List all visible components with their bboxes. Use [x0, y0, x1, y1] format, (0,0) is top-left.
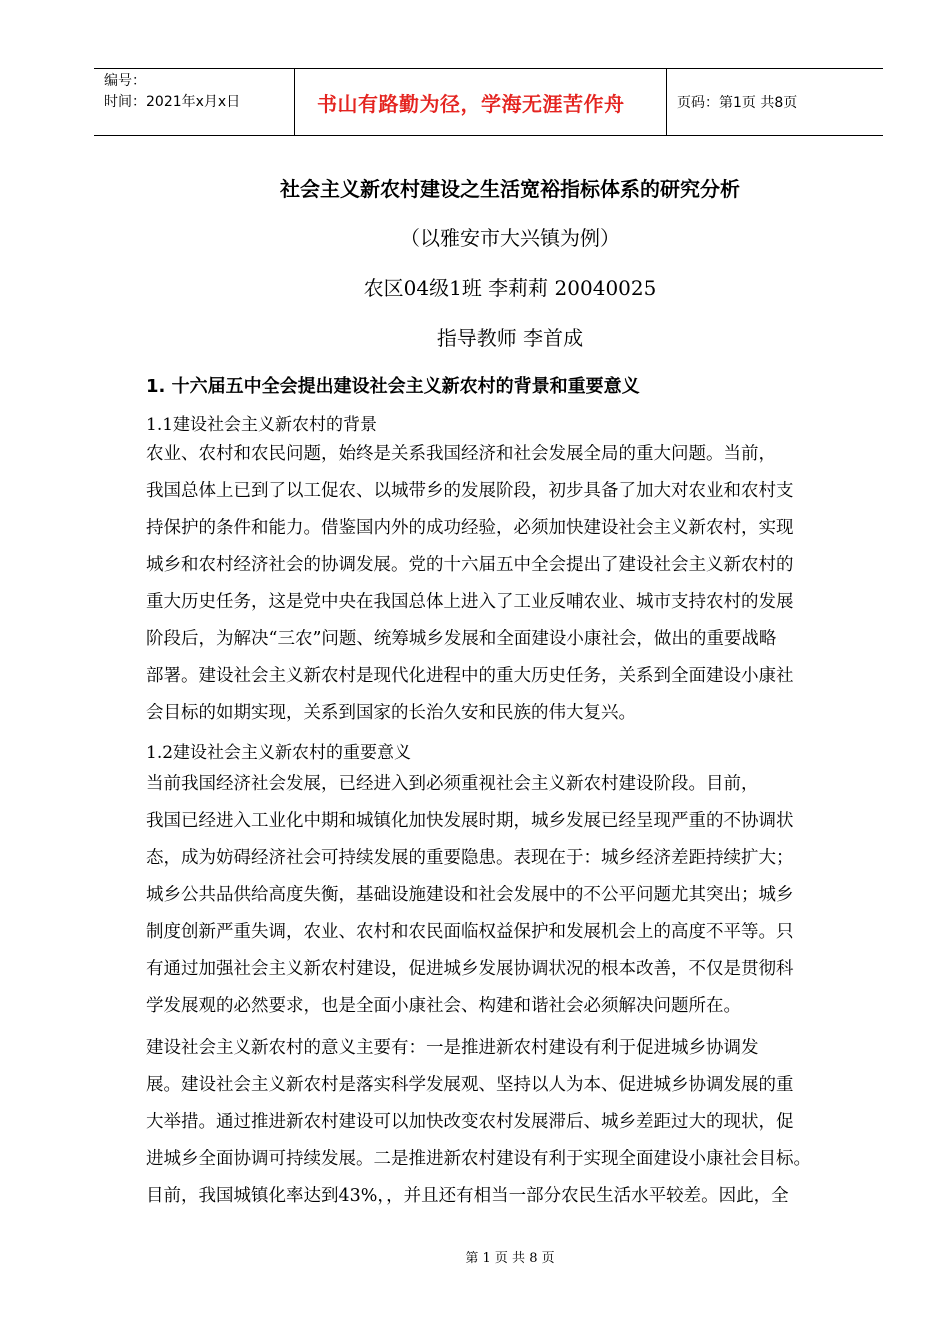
text-line: 有通过加强社会主义新农村建设，促进城乡发展协调状况的根本改善，不仅是贯彻科	[146, 959, 794, 979]
text-line: 学发展观的必然要求，也是全面小康社会、构建和谐社会必须解决问题所在。	[146, 996, 741, 1016]
text-line: 部署。建设社会主义新农村是现代化进程中的重大历史任务，关系到全面建设小康社	[146, 666, 794, 686]
text-line: 我国已经进入工业化中期和城镇化加快发展时期，城乡发展已经呈现严重的不协调状	[146, 811, 794, 831]
text-line: 当前我国经济社会发展，已经进入到必须重视社会主义新农村建设阶段。目前，	[146, 774, 759, 794]
text-line: 目前，我国城镇化率达到43%，，并且还有相当一部分农民生活水平较差。因此，全	[146, 1186, 789, 1206]
section-1-1-heading: 1.1建设社会主义新农村的背景	[146, 415, 378, 435]
text-line: 重大历史任务，这是党中央在我国总体上进入了工业反哺农业、城市支持农村的发展	[146, 592, 794, 612]
section-1-2-heading: 1.2建设社会主义新农村的重要意义	[146, 743, 412, 763]
paragraph-meaning	[146, 1030, 866, 1215]
header-motto: 书山有路勤为径，学海无涯苦作舟	[317, 91, 625, 116]
text-line: 阶段后，为解决“三农”问题、统筹城乡发展和全面建设小康社会，做出的重要战略	[146, 629, 777, 649]
header-info-cell	[94, 69, 295, 135]
author-line: 农区04级1班 李莉莉 20040025	[363, 276, 657, 300]
text-line: 我国总体上已到了以工促农、以城带乡的发展阶段，初步具备了加大对农业和农村支	[146, 481, 794, 501]
text-line: 城乡公共品供给高度失衡，基础设施建设和社会发展中的不公平问题尤其突出；城乡	[146, 885, 794, 905]
text-line: 制度创新严重失调，农业、农村和农民面临权益保护和发展机会上的高度不平等。只	[146, 922, 794, 942]
text-line: 建设社会主义新农村的意义主要有：一是推进新农村建设有利于促进城乡协调发	[146, 1038, 759, 1058]
text-line: 会目标的如期实现，关系到国家的长治久安和民族的伟大复兴。	[146, 703, 636, 723]
page-footer: 第 1 页 共 8 页	[465, 1251, 555, 1266]
document-title: 社会主义新农村建设之生活宽裕指标体系的研究分析	[280, 177, 740, 201]
header-page-label: 页码：第1页 共8页	[677, 95, 798, 111]
text-line: 农业、农村和农民问题，始终是关系我国经济和社会发展全局的重大问题。当前，	[146, 444, 776, 464]
header-motto-cell	[295, 69, 667, 135]
document-subtitle: （以雅安市大兴镇为例）	[400, 226, 620, 250]
text-line: 进城乡全面协调可持续发展。二是推进新农村建设有利于实现全面建设小康社会目标。	[146, 1149, 811, 1169]
document-time-label: 时间：2021年x月x日	[104, 94, 241, 110]
paragraph-significance	[146, 766, 866, 1025]
text-line: 持保护的条件和能力。借鉴国内外的成功经验，必须加快建设社会主义新农村，实现	[146, 518, 794, 538]
document-number-label: 编号：	[104, 73, 146, 89]
header-table	[94, 68, 883, 136]
text-line: 城乡和农村经济社会的协调发展。党的十六届五中全会提出了建设社会主义新农村的	[146, 555, 794, 575]
section-1-heading: 1. 十六届五中全会提出建设社会主义新农村的背景和重要意义	[146, 376, 640, 397]
text-line: 态，成为妨碍经济社会可持续发展的重要隐患。表现在于：城乡经济差距持续扩大；	[146, 848, 794, 868]
text-line: 大举措。通过推进新农村建设可以加快改变农村发展滞后、城乡差距过大的现状，促	[146, 1112, 794, 1132]
text-line: 展。建设社会主义新农村是落实科学发展观、坚持以人为本、促进城乡协调发展的重	[146, 1075, 794, 1095]
advisor-line: 指导教师 李首成	[436, 326, 584, 350]
header-page-cell	[667, 69, 883, 135]
paragraph-background	[146, 436, 866, 732]
